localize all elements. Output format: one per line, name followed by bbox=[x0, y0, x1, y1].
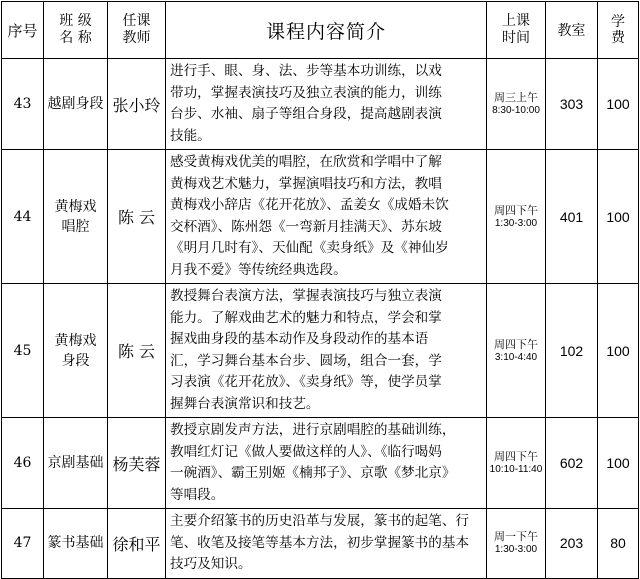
row-class-line2: 身段 bbox=[61, 352, 90, 369]
row-description: 感受黄梅戏优美的唱腔，在欣赏和学唱中了解 黄梅戏艺术魅力，掌握演唱技巧和方法，教唱 黄梅戏小辞店《花开花放》、孟姜女《成婚未饮 交杯酒》、陈州怨《一弯新月挂满天》、苏东坡 《明月几时有》、天仙配《卖身纸》及《神仙岁 月我不爱》等传统经典选段。 bbox=[166, 150, 487, 284]
row-class bbox=[44, 418, 108, 509]
row-fee: 100 bbox=[598, 284, 639, 418]
row-class bbox=[44, 150, 108, 284]
header-fee-line1: 学 bbox=[611, 14, 625, 30]
table-row bbox=[2, 150, 639, 284]
row-day: 周四下午 bbox=[494, 203, 538, 217]
row-class bbox=[44, 284, 108, 418]
row-class-line2: 唱腔 bbox=[61, 218, 90, 235]
row-time bbox=[487, 509, 546, 579]
row-room: 401 bbox=[546, 150, 598, 284]
row-class-line1: 京剧基础 bbox=[47, 455, 104, 471]
row-fee: 100 bbox=[598, 150, 639, 284]
header-class-line1: 班 级 bbox=[59, 13, 92, 29]
header-time-line2: 时间 bbox=[502, 30, 530, 46]
row-fee: 100 bbox=[598, 59, 639, 150]
row-day: 周三上午 bbox=[494, 91, 538, 104]
header-seq: 序号 bbox=[2, 2, 44, 59]
row-room: 203 bbox=[546, 509, 598, 579]
row-room: 303 bbox=[546, 59, 598, 150]
row-fee: 100 bbox=[598, 418, 639, 509]
row-time bbox=[487, 59, 546, 150]
table-row bbox=[2, 509, 639, 579]
table-row bbox=[2, 59, 639, 150]
row-hours: 10:10-11:40 bbox=[489, 464, 543, 475]
header-room: 教室 bbox=[546, 2, 598, 59]
row-teacher: 徐和平 bbox=[108, 509, 166, 579]
row-time bbox=[487, 418, 546, 509]
row-seq: 43 bbox=[2, 59, 44, 150]
row-time bbox=[487, 150, 546, 284]
header-class-line2: 名 称 bbox=[59, 30, 92, 46]
row-seq: 45 bbox=[2, 284, 44, 418]
row-class-line1: 篆书基础 bbox=[47, 535, 104, 552]
header-content: 课程内容简介 bbox=[166, 2, 487, 59]
row-room: 602 bbox=[546, 418, 598, 509]
header-teacher-line1: 任课 bbox=[122, 13, 151, 29]
course-table bbox=[1, 1, 639, 579]
row-hours: 8:30-10:00 bbox=[492, 105, 540, 116]
row-description: 主要介绍篆书的历史沿革与发展，篆书的起笔、行 笔、收笔及接笔等基本方法，初步掌握篆书的基本 技巧及知识。 bbox=[166, 509, 487, 579]
row-hours: 1:30-3:00 bbox=[494, 544, 538, 556]
row-teacher: 陈 云 bbox=[108, 284, 166, 418]
row-time bbox=[487, 284, 546, 418]
header-fee bbox=[598, 2, 639, 59]
row-hours: 3:10-4:40 bbox=[494, 351, 538, 363]
row-teacher: 杨芙蓉 bbox=[108, 418, 166, 509]
header-row bbox=[2, 2, 639, 59]
row-class-line1: 黄梅戏 bbox=[54, 332, 97, 349]
table-row bbox=[2, 284, 639, 418]
row-class-line1: 越剧身段 bbox=[47, 96, 104, 112]
row-seq: 44 bbox=[2, 150, 44, 284]
row-seq: 46 bbox=[2, 418, 44, 509]
row-description: 进行手、眼、身、法、步等基本功训练，以戏 带功，掌握表演技巧及独立表演的能力，训练 台步、水袖、扇子等组合身段，提高越剧表演 技能。 bbox=[166, 59, 487, 150]
row-teacher: 张小玲 bbox=[108, 59, 166, 150]
row-fee: 80 bbox=[598, 509, 639, 579]
header-class bbox=[44, 2, 108, 59]
row-day: 周四下午 bbox=[494, 337, 538, 351]
row-teacher: 陈 云 bbox=[108, 150, 166, 284]
header-time bbox=[487, 2, 546, 59]
header-teacher-line2: 教师 bbox=[122, 30, 151, 46]
row-class-line1: 黄梅戏 bbox=[54, 198, 97, 215]
row-description: 教授京剧发声方法，进行京剧唱腔的基础训练， 教唱红灯记《做人要做这样的人》、《临行喝妈 一碗酒》、霸王别姬《楠邦子》、京歌《梦北京》 等唱段。 bbox=[166, 418, 487, 509]
row-room: 102 bbox=[546, 284, 598, 418]
header-teacher bbox=[108, 2, 166, 59]
row-day: 周四下午 bbox=[494, 450, 538, 463]
header-time-line1: 上课 bbox=[502, 13, 530, 29]
row-seq: 47 bbox=[2, 509, 44, 579]
row-hours: 1:30-3:00 bbox=[494, 217, 538, 229]
row-day: 周一下午 bbox=[494, 530, 538, 544]
header-fee-line2: 费 bbox=[611, 30, 625, 46]
row-class bbox=[44, 509, 108, 579]
table-row bbox=[2, 418, 639, 509]
row-description: 教授舞台表演方法，掌握表演技巧与独立表演 能力。了解戏曲艺术的魅力和特点，学会和掌 握戏曲身段的基本动作及身段动作的基本语 汇，学习舞台基本台步、圆场，组合一套，学 习表演《花开花放》、《卖身纸》等，使学员掌 握舞台表演常识和技艺。 bbox=[166, 284, 487, 418]
row-class bbox=[44, 59, 108, 150]
